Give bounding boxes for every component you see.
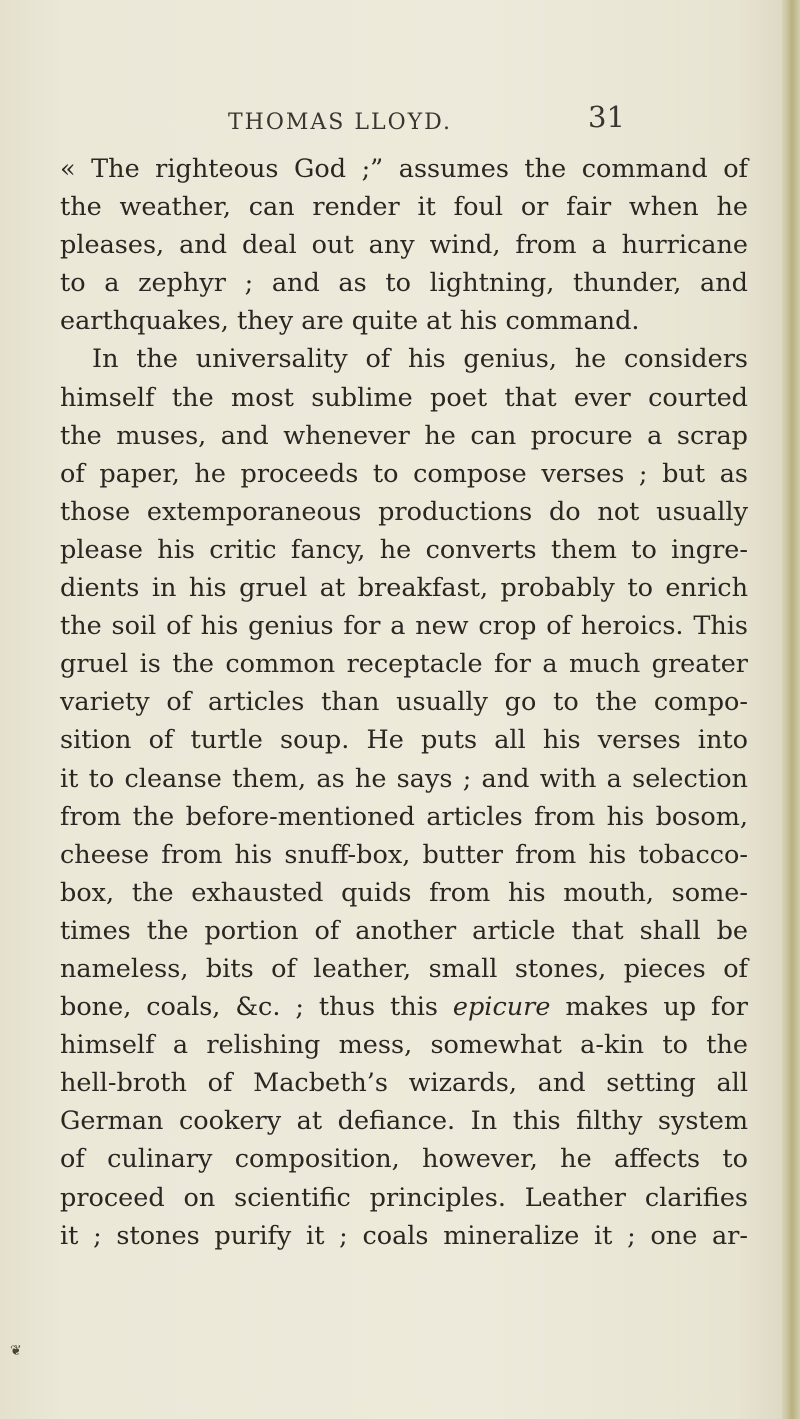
text-line: sition of turtle soup. He puts all his verses into [60,725,748,756]
running-head: THOMAS LLOYD. [228,110,452,135]
page-gutter-edge [782,0,800,1419]
text-line: gruel is the common receptacle for a much greater [60,649,748,680]
text-line: proceed on scientific principles. Leather clarifies [60,1182,748,1213]
text-line: the soil of his genius for a new crop of heroics. This [60,611,748,642]
text-line: of culinary composition, however, he affects to [60,1144,748,1175]
text-line: nameless, bits of leather, small stones, pieces of [60,953,748,984]
text-line: himself a relishing mess, somewhat a-kin to the [60,1030,748,1061]
text-line: of paper, he proceeds to compose verses ; but as [60,458,748,489]
page-header [0,100,800,140]
text-line: cheese from his snuff-box, butter from his tobacco- [60,839,748,870]
text-line: « The righteous God ;” assumes the command of [60,154,748,184]
body-text [60,150,748,1255]
text-line: it to cleanse them, as he says ; and with a selection [60,763,748,794]
text-line: In the universality of his genius, he considers [92,344,748,375]
text-segment: makes up for [565,992,748,1023]
page-number: 31 [588,100,625,134]
text-line: himself the most sublime poet that ever courted [60,382,748,413]
text-line: dients in his gruel at breakfast, probably to enrich [60,573,748,604]
text-line: to a zephyr ; and as to lightning, thunder, and [60,268,748,299]
text-line-with-italic [60,988,748,1026]
text-line: from the before-mentioned articles from his bosom, [60,801,748,832]
text-line: the weather, can render it foul or fair when he [60,192,748,223]
text-line: variety of articles than usually go to the compo- [60,687,748,718]
text-line: the muses, and whenever he can procure a scrap [60,420,748,451]
italic-word: epicure [452,992,551,1023]
text-line: those extemporaneous productions do not usually [60,496,748,527]
text-line: earthquakes, they are quite at his command. [60,306,640,337]
text-line: box, the exhausted quids from his mouth, some- [60,877,748,908]
text-line: please his critic fancy, he converts them to ingre- [60,534,748,565]
text-line: pleases, and deal out any wind, from a hurricane [60,230,748,261]
text-line: German cookery at defiance. In this filthy system [60,1106,748,1137]
text-line: times the portion of another article that shall be [60,915,748,946]
text-line: hell-broth of Macbeth’s wizards, and setting all [60,1068,748,1099]
ornament-mark: ❦ [10,1343,22,1359]
text-line: it ; stones purify it ; coals mineralize it ; one ar- [60,1220,748,1251]
text-segment: bone, coals, &c. ; thus this [60,992,438,1023]
